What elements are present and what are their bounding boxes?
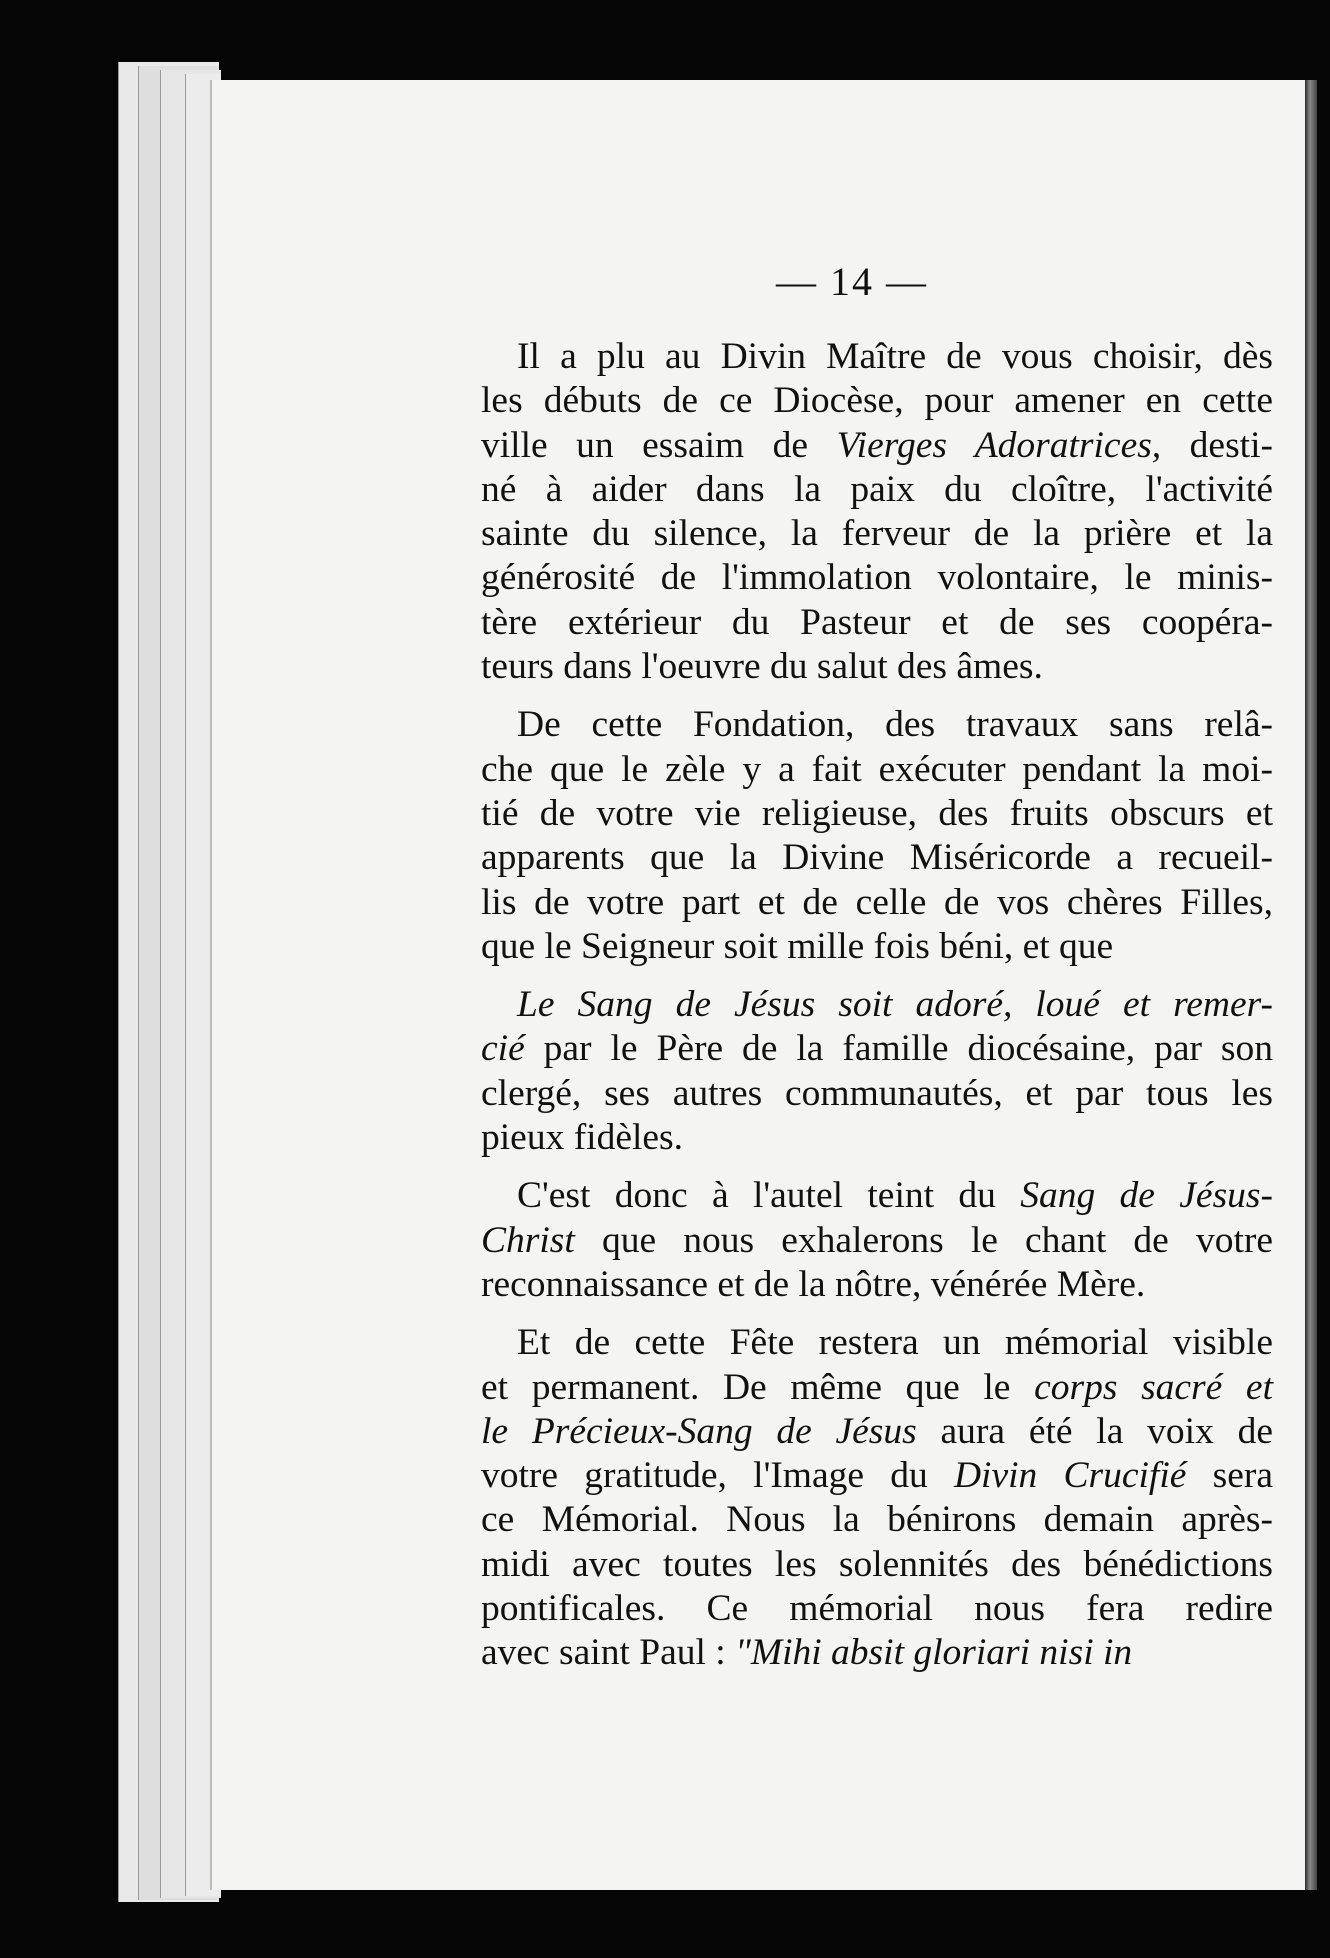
paragraph bbox=[445, 335, 1273, 689]
paragraph bbox=[445, 1174, 1273, 1307]
body-text bbox=[445, 335, 1273, 1690]
text-line: reconnaissance et de la nôtre, vénérée Mère. bbox=[481, 1263, 1146, 1305]
text-line: che que le zèle y a fait exécuter pendant la moi- bbox=[481, 748, 1273, 790]
text-line: Et de cette Fête restera un mémorial visible bbox=[517, 1322, 1273, 1364]
text-line: De cette Fondation, des travaux sans relâ- bbox=[517, 704, 1273, 746]
paragraph bbox=[445, 983, 1273, 1160]
text-line: le Précieux-Sang de Jésus aura été la voix de bbox=[481, 1410, 1273, 1452]
text-line: midi avec toutes les solennités des bénédictions bbox=[481, 1543, 1273, 1585]
page-number: — 14 — bbox=[776, 259, 928, 304]
text-line: teurs dans l'oeuvre du salut des âmes. bbox=[481, 646, 1043, 688]
text-line: Il a plu au Divin Maître de vous choisir, dès bbox=[517, 336, 1273, 377]
text-line: pontificales. Ce mémorial nous fera redire bbox=[481, 1588, 1273, 1630]
text-line: générosité de l'immolation volontaire, le minis- bbox=[481, 557, 1273, 599]
text-line: C'est donc à l'autel teint du Sang de Jésus- bbox=[517, 1175, 1274, 1217]
text-line: né à aider dans la paix du cloître, l'activité bbox=[481, 468, 1273, 510]
paragraph bbox=[445, 1321, 1273, 1675]
text-line: apparents que la Divine Miséricorde a recueil- bbox=[481, 837, 1273, 879]
text-line: Le Sang de Jésus soit adoré, loué et remer- bbox=[517, 984, 1273, 1026]
paragraph bbox=[445, 703, 1273, 969]
text-line: ville un essaim de Vierges Adoratrices, desti- bbox=[481, 424, 1273, 466]
text-line: les débuts de ce Diocèse, pour amener en cette bbox=[481, 380, 1273, 422]
text-line: tère extérieur du Pasteur et de ses coopéra- bbox=[481, 601, 1273, 643]
text-line: que le Seigneur soit mille fois béni, et que bbox=[481, 925, 1114, 967]
book-spine bbox=[1305, 80, 1317, 1890]
text-line: sainte du silence, la ferveur de la prière et la bbox=[481, 513, 1273, 555]
text-line: ce Mémorial. Nous la bénirons demain après- bbox=[481, 1499, 1273, 1541]
text-line: votre gratitude, l'Image du Divin Crucifié sera bbox=[481, 1455, 1273, 1497]
text-line: avec saint Paul : "Mihi absit gloriari nisi in bbox=[481, 1632, 1133, 1674]
text-line: pieux fidèles. bbox=[481, 1117, 684, 1159]
text-line: tié de votre vie religieuse, des fruits obscurs et bbox=[481, 792, 1273, 834]
text-line: cié par le Père de la famille diocésaine, par son bbox=[481, 1028, 1273, 1070]
text-line: Christ que nous exhalerons le chant de votre bbox=[481, 1219, 1273, 1261]
text-line: lis de votre part et de celle de vos chères Filles, bbox=[481, 881, 1273, 923]
text-line: et permanent. De même que le corps sacré et bbox=[481, 1366, 1273, 1408]
text-line: clergé, ses autres communautés, et par tous les bbox=[481, 1072, 1273, 1114]
